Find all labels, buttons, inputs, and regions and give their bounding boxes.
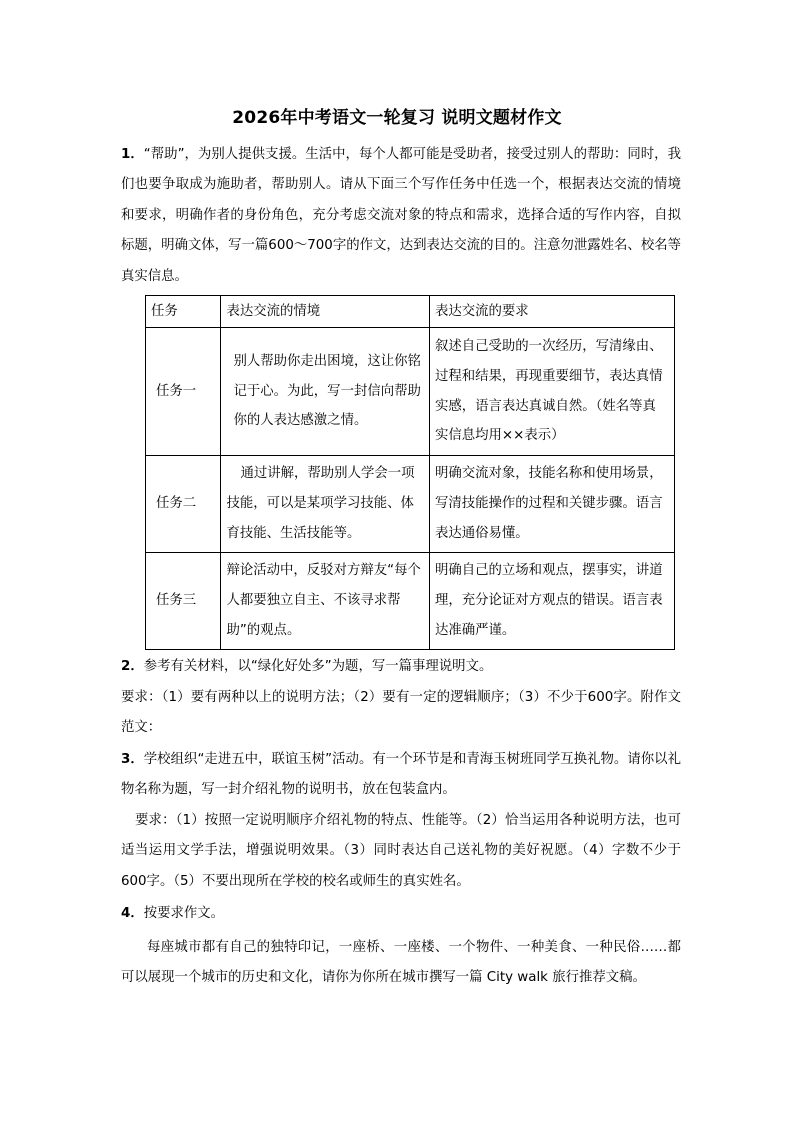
table-header-row — [146, 296, 675, 328]
table-cell-situation: 通过讲解，帮助别人学会一项技能，可以是某项学习技能、体育技能、生活技能等。 — [221, 456, 430, 553]
table-cell-task: 任务三 — [146, 553, 221, 650]
question-3-number: 3． — [121, 752, 144, 767]
table-cell-situation: 别人帮助你走出困境，这让你铭记于心。为此，写一封信向帮助你的人表达感激之情。 — [221, 328, 430, 456]
task-table — [145, 295, 675, 650]
table-cell-requirement: 叙述自己受助的一次经历，写清缘由、过程和结果，再现重要细节，表达真情实感，语言表达真诚自然。（姓名等真实信息均用××表示） — [429, 328, 674, 456]
question-2-text: 参考有关材料，以“绿化好处多”为题，写一篇事理说明文。 — [143, 659, 493, 674]
question-4-text: 按要求作文。 — [143, 906, 225, 921]
table-cell-requirement: 明确交流对象，技能名称和使用场景，写清技能操作的过程和关键步骤。语言表达通俗易懂。 — [429, 456, 674, 553]
table-row — [146, 328, 675, 456]
table-header-requirement: 表达交流的要求 — [429, 296, 674, 328]
question-3 — [121, 745, 681, 806]
table-header-task: 任务 — [146, 296, 221, 328]
question-2 — [121, 652, 681, 682]
question-2-number: 2． — [121, 659, 144, 674]
table-cell-situation: 辩论活动中，反驳对方辩友“每个人都要独立自主、不该寻求帮助”的观点。 — [221, 553, 430, 650]
table-header-situation: 表达交流的情境 — [221, 296, 430, 328]
table-row — [146, 456, 675, 553]
question-1-text: “帮助”，为别人提供支援。生活中，每个人都可能是受助者，接受过别人的帮助：同时，我们也要争取成为施助者，帮助别人。请从下面三个写作任务中任选一个，根据表达交流的情境和要求，明确作者的身份角色，充分考虑交流对象的特点和需求，选择合适的写作内容，自拟标题，明确文体，写一篇600～700字的作文，达到表达交流的目的。注意勿泄露姓名、校名等真实信息。 — [121, 147, 681, 284]
question-1-number: 1． — [121, 147, 144, 162]
table-cell-task: 任务一 — [146, 328, 221, 456]
document-title: 2026年中考语文一轮复习 说明文题材作文 — [232, 108, 562, 128]
question-2-requirements: 要求：（1）要有两种以上的说明方法；（2）要有一定的逻辑顺序；（3）不少于600字。附作文范文： — [121, 690, 681, 736]
table-cell-requirement: 明确自己的立场和观点，摆事实，讲道理，充分论证对方观点的错误。语言表达准确严谨。 — [429, 553, 674, 650]
table-cell-task: 任务二 — [146, 456, 221, 553]
question-3-text: 学校组织“走进五中，联谊玉树”活动。有一个环节是和青海玉树班同学互换礼物。请你以礼物名称为题，写一封介绍礼物的说明书，放在包装盒内。 — [121, 752, 681, 798]
table-row — [146, 553, 675, 650]
question-3-requirements: 要求：（1）按照一定说明顺序介绍礼物的特点、性能等。（2）恰当运用各种说明方法，也可适当运用文学手法，增强说明效果。（3）同时表达自己送礼物的美好祝愿。（4）字数不少于600字。（5）不要出现所在学校的校名或师生的真实姓名。 — [121, 813, 681, 889]
question-4-number: 4． — [121, 906, 144, 921]
question-1 — [121, 140, 681, 292]
question-4-body: 每座城市都有自己的独特印记，一座桥、一座楼、一个物件、一种美食、一种民俗……都可以展现一个城市的历史和文化，请你为你所在城市撰写一篇 City walk 旅行推荐文稿。 — [121, 940, 681, 986]
question-4 — [121, 899, 681, 929]
